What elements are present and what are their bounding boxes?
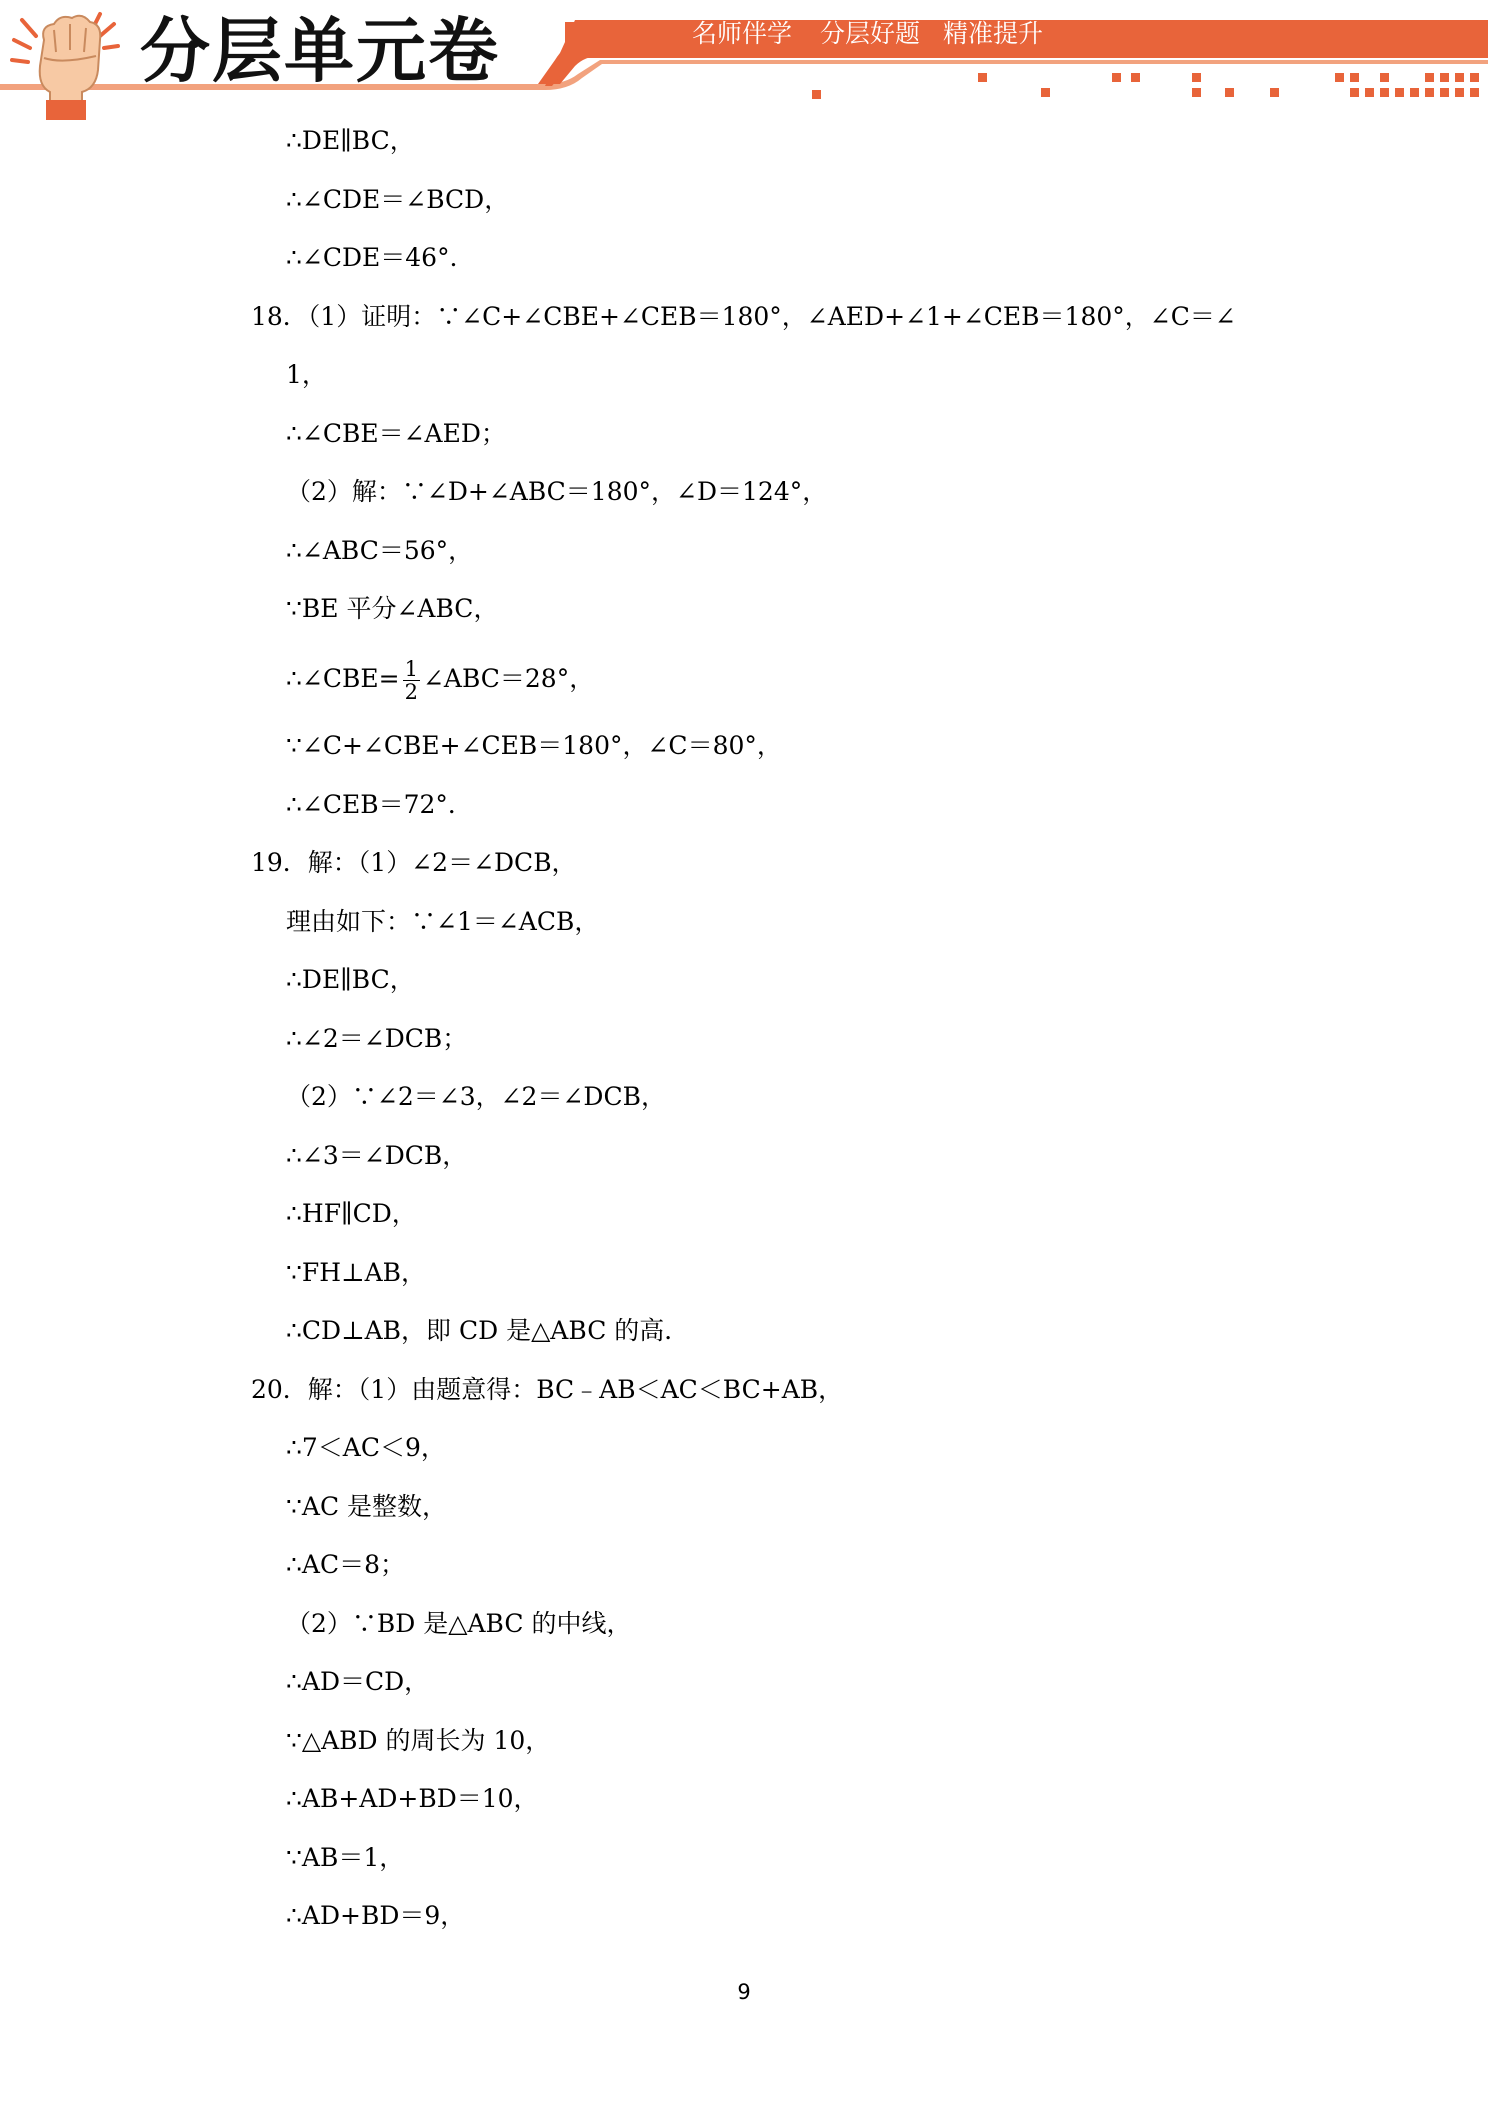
fraction-numerator: 1: [404, 657, 418, 681]
text-line: （2）∵BD 是△ABC 的中线，: [286, 1609, 632, 1638]
fist-hand-icon: [12, 14, 118, 120]
text-line: ∴∠CEB＝72°．: [286, 790, 473, 819]
text-line: ∴CD⊥AB，即 CD 是△ABC 的高．: [286, 1316, 690, 1345]
text-line: 1，: [286, 360, 327, 389]
text-line: ∴AD+BD＝9，: [286, 1901, 466, 1930]
slogan-2: 分层好题: [820, 19, 921, 48]
text-line: ∵AC 是整数，: [286, 1492, 448, 1521]
slogan-3: 精准提升: [943, 19, 1044, 48]
page-header: [0, 0, 1488, 125]
fraction: [403, 658, 420, 703]
text-line-q19: 19．解：（1）∠2＝∠DCB，: [251, 848, 577, 877]
text-line: ∴DE∥BC，: [286, 965, 415, 994]
text-line-q18: 18．（1）证明：∵∠C+∠CBE+∠CEB＝180°，∠AED+∠1+∠CEB＝180°，∠C＝∠: [251, 302, 1236, 331]
slogan-1: 名师伴学: [692, 19, 793, 48]
fraction-before: ∴∠CBE=: [286, 664, 400, 693]
text-line: ∵AB＝1，: [286, 1843, 405, 1872]
text-line: ∴∠CDE＝46°．: [286, 243, 475, 272]
text-line: ∵BE 平分∠ABC，: [286, 594, 499, 623]
text-line: （2）解：∵∠D+∠ABC＝180°，∠D＝124°，: [286, 477, 828, 506]
text-line: ∴∠2＝∠DCB；: [286, 1024, 468, 1053]
text-line: ∴∠CDE＝∠BCD，: [286, 185, 510, 214]
text-line: 理由如下：∵∠1＝∠ACB，: [286, 907, 600, 936]
text-line: ∵△ABD 的周长为 10，: [286, 1726, 551, 1755]
text-line: ∴AB+AD+BD＝10，: [286, 1784, 539, 1813]
brand-title: 分层单元卷: [140, 10, 500, 92]
text-line: ∴AC＝8；: [286, 1550, 405, 1579]
text-line: ∴HF∥CD，: [286, 1199, 417, 1228]
text-line: ∵∠C+∠CBE+∠CEB＝180°，∠C＝80°，: [286, 731, 782, 760]
text-line: ∴7＜AC＜9，: [286, 1433, 446, 1462]
text-line-fraction: [286, 654, 594, 704]
text-line: （2）∵∠2＝∠3，∠2＝∠DCB，: [286, 1082, 666, 1111]
text-line-q20: 20．解：（1）由题意得：BC﹣AB＜AC＜BC+AB，: [251, 1375, 844, 1404]
fraction-denominator: 2: [404, 680, 418, 704]
text-line: ∴∠ABC＝56°，: [286, 536, 474, 565]
text-line: ∴DE∥BC，: [286, 126, 415, 155]
text-line: ∴AD＝CD，: [286, 1667, 430, 1696]
text-line: ∵FH⊥AB，: [286, 1258, 426, 1287]
text-line: ∴∠3＝∠DCB，: [286, 1141, 468, 1170]
fraction-after: ∠ABC＝28°，: [422, 664, 595, 693]
page-number: 9: [737, 1980, 751, 2004]
text-line: ∴∠CBE＝∠AED；: [286, 419, 506, 448]
decorative-squares: [812, 73, 1479, 99]
